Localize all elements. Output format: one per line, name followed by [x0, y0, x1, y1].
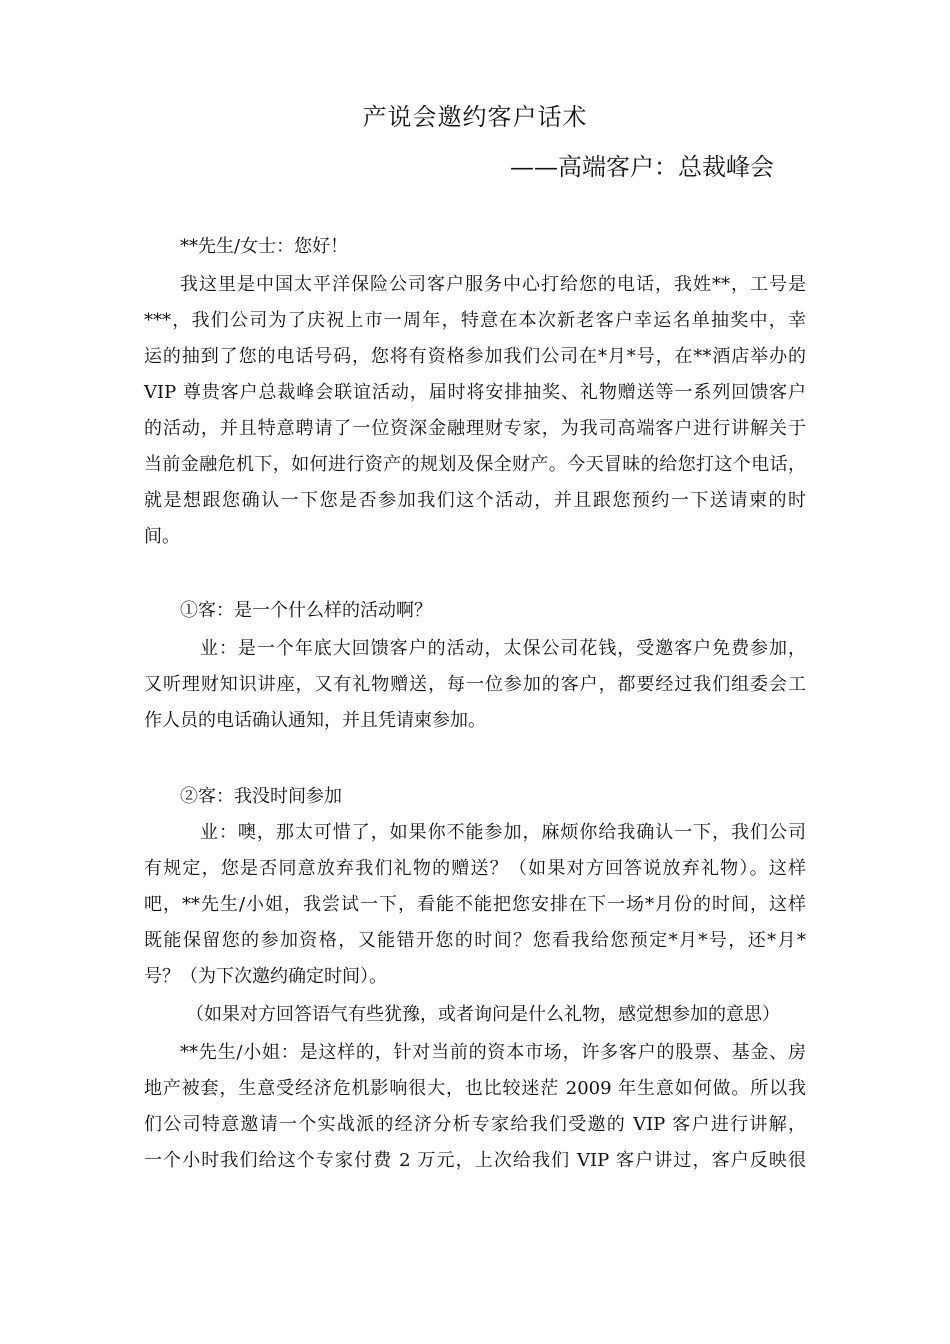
- paragraph-line: 们公司特意邀请一个实战派的经济分析专家给我们受邀的 VIP 客户进行讲解，: [144, 1114, 806, 1135]
- answer-line: 作人员的电话确认通知，并且凭请柬参加。: [144, 710, 486, 731]
- paragraph-line: 我这里是中国太平洋保险公司客户服务中心打给您的电话，我姓**，工号是: [180, 274, 806, 295]
- paragraph-line: 就是想跟您确认一下您是否参加我们这个活动，并且跟您预约一下送请柬的时: [144, 490, 806, 511]
- paragraph-line: 当前金融危机下，如何进行资产的规划及保全财产。今天冒昧的给您打这个电话，: [144, 454, 806, 475]
- answer-line: 既能保留您的参加资格，又能错开您的时间？您看我给您预定*月*号，还*月*: [144, 930, 806, 951]
- document-title: 产说会邀约客户话术: [362, 103, 588, 131]
- paragraph-line: 的活动，并且特意聘请了一位资深金融理财专家，为我司高端客户进行讲解关于: [144, 418, 806, 439]
- question-heading: ②客：我没时间参加: [180, 786, 342, 807]
- paragraph-line: 地产被套，生意受经济危机影响很大，也比较迷茫 2009 年生意如何做。所以我: [144, 1078, 806, 1099]
- paragraph-line: 一个小时我们给这个专家付费 2 万元，上次给我们 VIP 客户讲过，客户反映很: [144, 1150, 806, 1171]
- answer-line: 又听理财知识讲座，又有礼物赠送，每一位参加的客户，都要经过我们组委会工: [144, 674, 806, 695]
- greeting-line: **先生/女士：您好！: [180, 236, 349, 257]
- question-heading: ①客：是一个什么样的活动啊？: [180, 600, 432, 621]
- paragraph-line: 运的抽到了您的电话号码，您将有资格参加我们公司在*月*号，在**酒店举办的: [144, 346, 806, 367]
- paragraph-line: **先生/小姐：是这样的，针对当前的资本市场，许多客户的股票、基金、房: [180, 1042, 806, 1063]
- paragraph-line: 间。: [144, 526, 180, 547]
- paragraph-line: VIP 尊贵客户总裁峰会联谊活动，届时将安排抽奖、礼物赠送等一系列回馈客户: [144, 382, 806, 403]
- note-line: （如果对方回答语气有些犹豫，或者询问是什么礼物，感觉想参加的意思）: [186, 1004, 780, 1025]
- answer-line: 业：噢，那太可惜了，如果你不能参加，麻烦你给我确认一下，我们公司: [200, 822, 806, 843]
- answer-line: 业：是一个年底大回馈客户的活动，太保公司花钱，受邀客户免费参加，: [200, 638, 806, 659]
- answer-line: 号？（为下次邀约确定时间）。: [144, 966, 387, 987]
- answer-line: 吧，**先生/小姐，我尝试一下，看能不能把您安排在下一场*月份的时间，这样: [144, 894, 806, 915]
- document-subtitle: ——高端客户：总裁峰会: [510, 153, 774, 181]
- paragraph-line: ***，我们公司为了庆祝上市一周年，特意在本次新老客户幸运名单抽奖中，幸: [144, 310, 806, 331]
- answer-line: 有规定，您是否同意放弃我们礼物的赠送？（如果对方回答说放弃礼物）。这样: [144, 858, 806, 879]
